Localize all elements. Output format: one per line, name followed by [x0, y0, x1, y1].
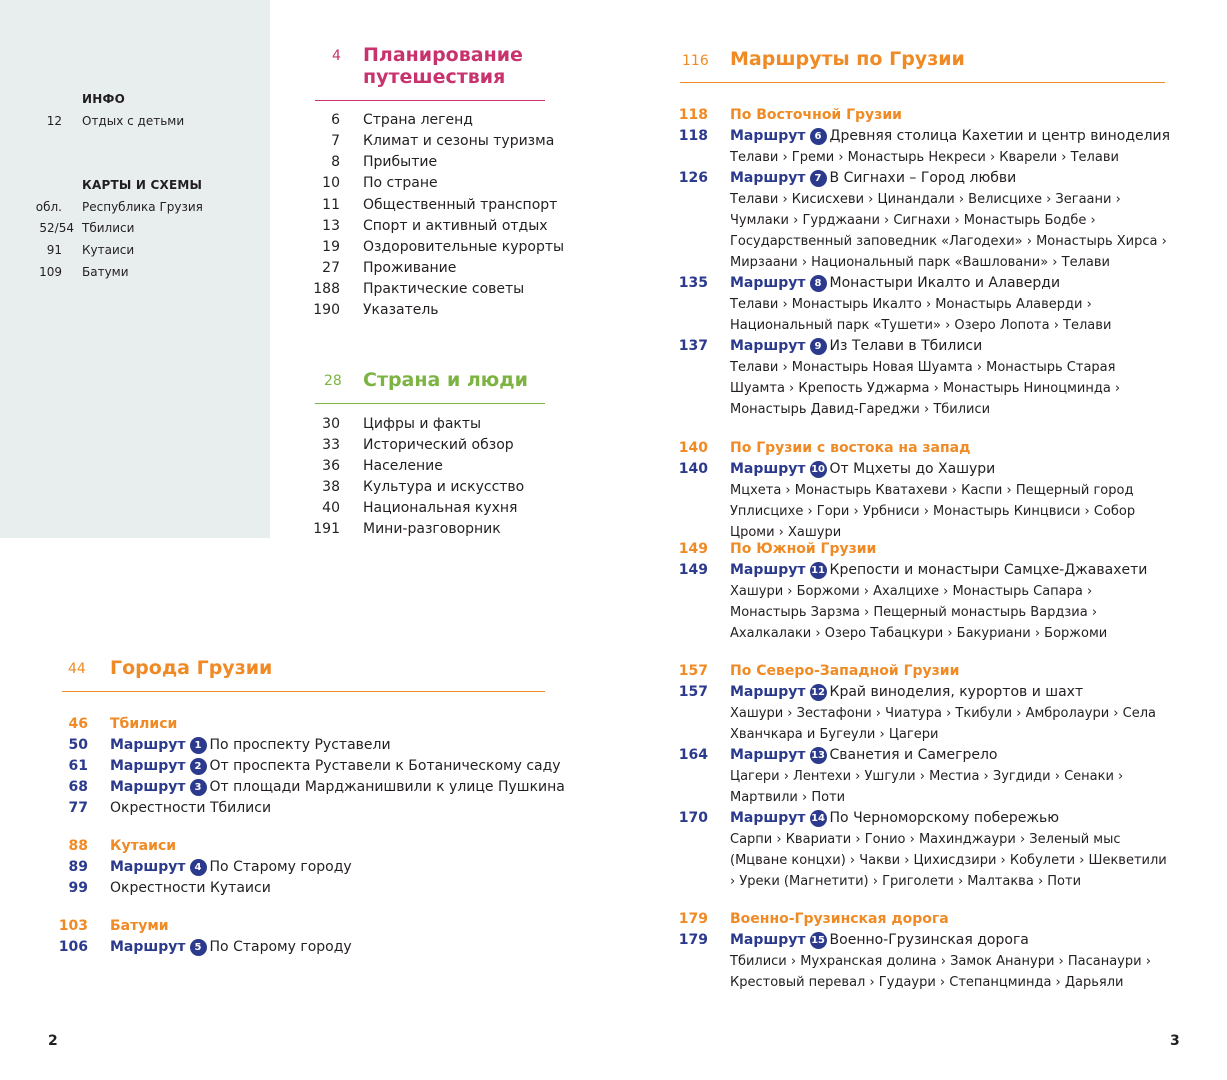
route-description: Тбилиси › Мухранская долина › Замок Ананури › Пасанаури › Крестовый перевал › Гудаури › Степанцминда › Дарьяли — [730, 954, 1151, 990]
section-number: 44 — [68, 661, 86, 677]
route-description: Телави › Монастырь Новая Шуамта › Монастырь Старая Шуамта › Крепость Уджарма › Монастырь Ниноцминда › Монастырь Давид-Гареджи › Тбилиси — [730, 360, 1121, 417]
route-number-badge: 8 — [810, 275, 827, 292]
section-rule — [315, 100, 545, 101]
route-number-badge: 11 — [810, 562, 827, 579]
section-number: 28 — [324, 373, 342, 389]
route-description: Телави › Монастырь Икалто › Монастырь Алаверди › Национальный парк «Тушети» › Озеро Лопота › Телави — [730, 297, 1112, 333]
route-number-badge: 9 — [810, 338, 827, 355]
route-number-badge: 7 — [810, 170, 827, 187]
section-rule — [62, 691, 545, 692]
page-number-right: 3 — [1170, 1033, 1180, 1049]
route-number-badge: 1 — [190, 737, 207, 754]
route-number-badge: 2 — [190, 758, 207, 775]
route-description: Телави › Кисисхеви › Цинандали › Велисцихе › Зегаани › Чумлаки › Гурджаани › Сигнахи › Монастырь Бодбе › Государственный заповедник «Лагодехи» › Монастырь Хирса › Мирзаани › Национальный парк «Вашловани» › Телави — [730, 192, 1167, 270]
route-number-badge: 5 — [190, 939, 207, 956]
route-number-badge: 3 — [190, 779, 207, 796]
section-rule — [680, 82, 1165, 83]
section-title: Маршруты по Грузии — [730, 48, 965, 70]
route-description: Сарпи › Квариати › Гонио › Махинджаури › Зеленый мыс (Мцване концхи) › Чакви › Цихисдзири › Кобулети › Шекветили › Уреки (Магнетити) › Григолети › Малтаква › Поти — [730, 832, 1167, 889]
section-number: 116 — [682, 53, 709, 69]
info-heading: ИНФО — [82, 92, 125, 106]
route-number-badge: 6 — [810, 128, 827, 145]
route-description: Цагери › Лентехи › Ушгули › Местиа › Зугдиди › Сенаки › Мартвили › Поти — [730, 769, 1124, 805]
section-title: Страна и люди — [363, 369, 528, 391]
route-number-badge: 12 — [810, 684, 827, 701]
route-number-badge: 13 — [810, 747, 827, 764]
page-number-left: 2 — [48, 1033, 58, 1049]
section-title: Планирование путешествия — [363, 44, 523, 88]
route-number-badge: 4 — [190, 859, 207, 876]
route-description: Телави › Греми › Монастырь Некреси › Кварели › Телави — [730, 150, 1119, 165]
maps-heading: КАРТЫ И СХЕМЫ — [82, 178, 203, 192]
route-description: Хашури › Боржоми › Ахалцихе › Монастырь Сапара › Монастырь Зарзма › Пещерный монастырь Вардзиа › Ахалкалаки › Озеро Табацкури › Бакуриани › Боржоми — [730, 584, 1108, 641]
section-number: 4 — [332, 48, 341, 64]
section-title: Города Грузии — [110, 657, 273, 679]
route-description: Хашури › Зестафони › Чиатура › Ткибули › Амбролаури › Села Хванчкара и Бугеули › Цагери — [730, 706, 1156, 742]
route-number-badge: 15 — [810, 932, 827, 949]
route-number-badge: 10 — [810, 461, 827, 478]
section-rule — [315, 403, 545, 404]
route-number-badge: 14 — [810, 810, 827, 827]
route-description: Мцхета › Монастырь Кватахеви › Каспи › Пещерный город Уплисцихе › Гори › Урбниси › Монастырь Кинцвиси › Собор Цроми › Хашури — [730, 483, 1136, 540]
